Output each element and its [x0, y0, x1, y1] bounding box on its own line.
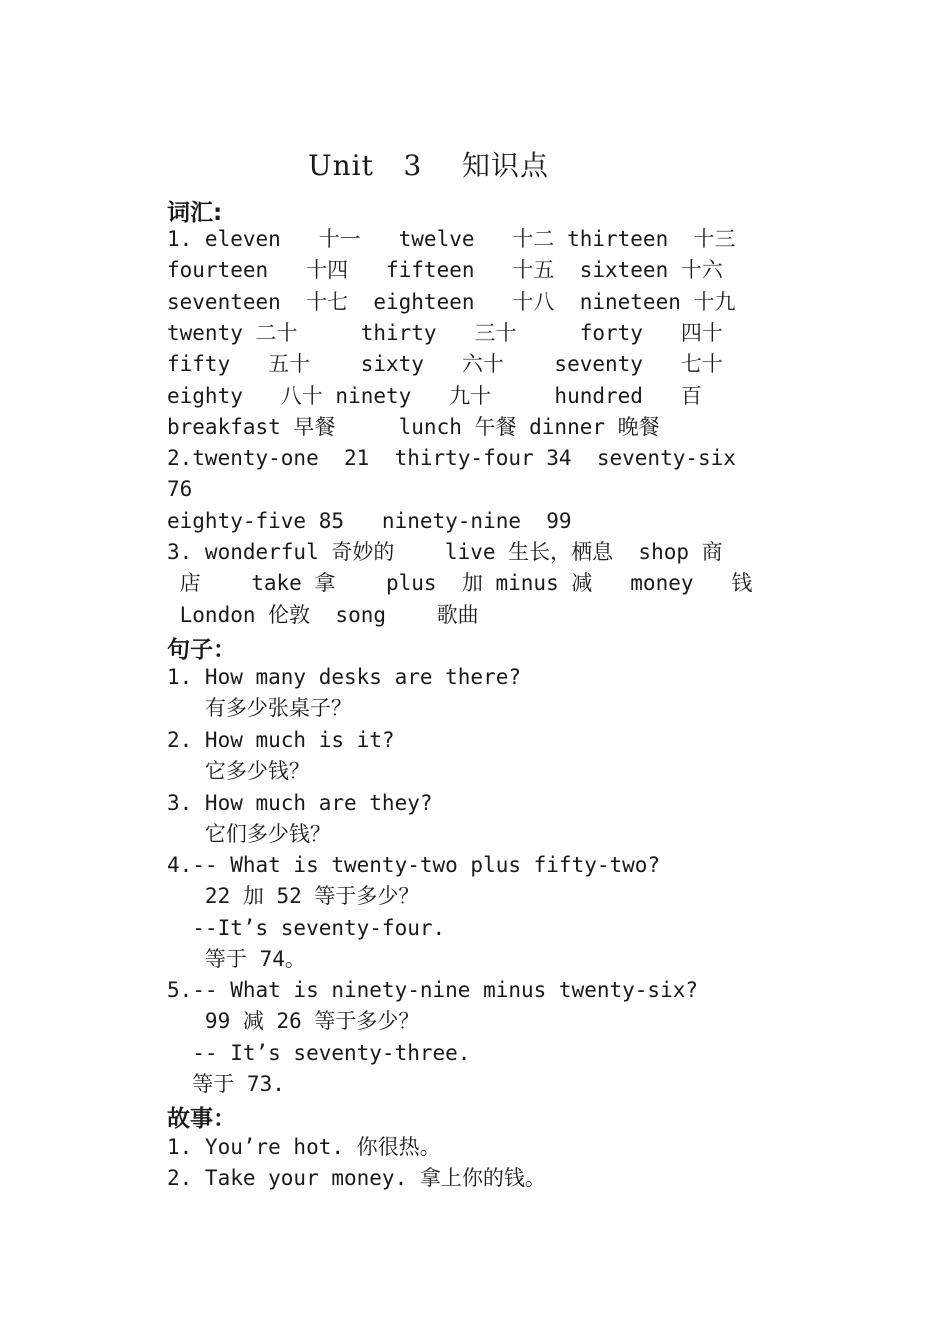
sentences-heading: 句子： — [167, 637, 236, 663]
sentence-line: 有多少张桌子？ — [167, 696, 352, 720]
story-line: 1. You’re hot. 你很热。 — [167, 1135, 441, 1159]
vocab-line: fourteen 十四 fifteen 十五 sixteen 十六 — [167, 258, 723, 282]
vocab-line: 76 — [167, 477, 193, 501]
sentence-line: 它们多少钱？ — [167, 822, 331, 846]
vocab-line: 店 take 拿 plus 加 minus 减 money 钱 — [167, 571, 753, 595]
page-title: Unit 3 知识点 — [308, 149, 549, 182]
vocab-line: twenty 二十 thirty 三十 forty 四十 — [167, 321, 723, 345]
vocab-line: 1. eleven 十一 twelve 十二 thirteen 十三 — [167, 227, 736, 251]
sentence-line: 22 加 52 等于多少？ — [167, 884, 420, 908]
vocab-line: London 伦敦 song 歌曲 — [167, 603, 479, 627]
sentence-line: 4.-- What is twenty-two plus fifty-two? — [167, 853, 661, 877]
sentence-line: 99 减 26 等于多少？ — [167, 1009, 420, 1033]
sentence-line: 1. How many desks are there? — [167, 665, 522, 689]
vocab-line: 2.twenty-one 21 thirty-four 34 seventy-six — [167, 446, 736, 470]
sentence-line: --It’s seventy-four. — [167, 916, 446, 940]
vocab-line: seventeen 十七 eighteen 十八 nineteen 十九 — [167, 290, 736, 314]
story-line: 2. Take your money. 拿上你的钱。 — [167, 1166, 546, 1190]
sentence-line: 3. How much are they? — [167, 791, 433, 815]
vocab-line: eighty 八十 ninety 九十 hundred 百 — [167, 384, 702, 408]
vocab-line: eighty-five 85 ninety-nine 99 — [167, 509, 572, 533]
vocab-line: breakfast 早餐 lunch 午餐 dinner 晚餐 — [167, 415, 660, 439]
vocab-line: fifty 五十 sixty 六十 seventy 七十 — [167, 352, 723, 376]
sentence-line: 5.-- What is ninety-nine minus twenty-six? — [167, 978, 699, 1002]
sentence-line: 等于 73. — [167, 1072, 285, 1096]
sentence-line: 等于 74。 — [167, 947, 306, 971]
sentence-line: 它多少钱？ — [167, 759, 310, 783]
story-heading: 故事： — [167, 1106, 236, 1132]
sentence-line: -- It’s seventy-three. — [167, 1041, 471, 1065]
sentence-line: 2. How much is it? — [167, 728, 395, 752]
vocab-heading: 词汇: — [167, 200, 223, 226]
vocab-line: 3. wonderful 奇妙的 live 生长，栖息 shop 商 — [167, 540, 723, 564]
